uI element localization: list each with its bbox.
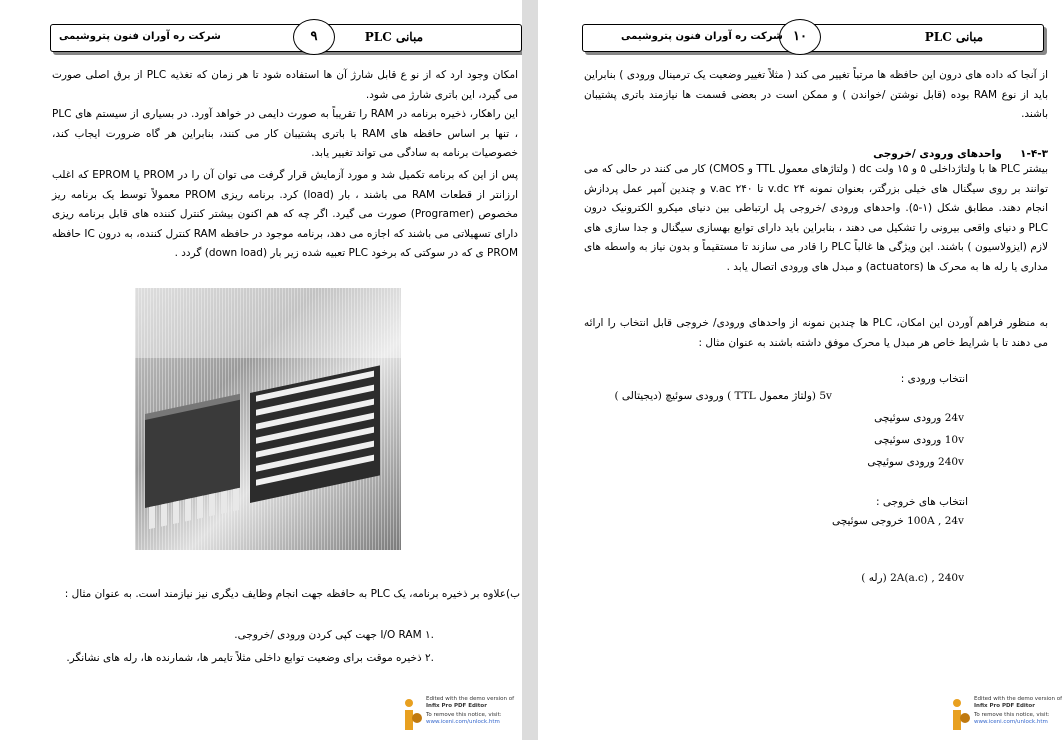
input-option: 10v ورودی سوئیچی bbox=[874, 434, 964, 446]
input-option: 24v ورودی سوئیچی bbox=[874, 412, 964, 424]
watermark-text bbox=[426, 696, 514, 726]
body-paragraph: بیشتر PLC ها با ولتاژداخلی ۵ و ۱۵ ولت dc ( ولتاژهای معمول TTL و CMOS) کار می کنند در حالی که می توانند بر روی سیگنال های خیلی بزرگتر، بعنوان نمونه v.dc ۲۴ تا v.ac ۲۴۰ و چندین آمپر عمل پردازش انجام دهند. مطابق شکل (۱-۵). واحدهای ورودی /خروجی پل ارتباطی بین دنیای میکرو الکترونیک درون PLC و دنیای واقعی بیرونی را تشکیل می دهند ، بنابراین باید دارای توابع بهسازی سیگنال و جدا سازی های لازم (ایزولاسیون ) باشند. این ویژگی ها غالباً PLC را قادر می سازند تا مستقیماً و بدون نیاز به واسطه های مداری یا رله ها به محرک ها (actuators) و مبدل های ورودی اتصال یابد . bbox=[584, 163, 1048, 273]
editor-watermark bbox=[400, 696, 520, 736]
page-10 bbox=[538, 0, 1062, 740]
output-option: 2A(a.c) , 240v (رله ) bbox=[861, 572, 964, 584]
inputs-label: انتخاب ورودی : bbox=[900, 373, 968, 385]
watermark-line: Edited with the demo version of bbox=[426, 696, 515, 702]
paragraph: پس از این که برنامه تکمیل شد و مورد آزمایش قرار گرفت می توان آن را در PROM یا EPROM که اغلب ارزانتر از قطعات RAM می باشند ، بار (load) کرد. برنامه ریزی PROM معمولاً توسط یک برنامه ریز مخصوص (Programer) صورت می گیرد. اگر چه که هم اکنون بیشتر کنترل کننده های قابل برنامه ریزی دارای تسهیلاتی می باشند که اجازه می دهد، برنامه موجود در حافظه RAM کنترل کننده، به درون IC حافظه PROM ی که در سوکتی که برخود PLC تعبیه شده زیر بار (down load) گردد . bbox=[52, 169, 519, 260]
output-option: 100A , 24v خروجی سوئیچی bbox=[831, 515, 964, 527]
watermark-line: Infix Pro PDF Editor bbox=[426, 703, 487, 709]
list-item bbox=[234, 629, 434, 641]
paragraph: امکان وجود ارد که از نو ع قابل شارژ آن ها استفاده شود تا هر زمان که تغذیه PLC از برق اصلی صورت می گیرد، این باتری شارژ می شود. bbox=[52, 69, 519, 101]
page-9 bbox=[0, 0, 522, 740]
watermark-line: To remove this notice, visit: bbox=[426, 712, 502, 718]
header-title: مبانی PLC bbox=[364, 30, 423, 44]
header-company: شرکت ره آوران فنون پتروشیمی bbox=[621, 31, 783, 42]
list-text: I/O RAM جهت کپی کردن ورودی /خروجی. bbox=[234, 629, 422, 641]
plc-chip-photo bbox=[135, 288, 401, 550]
header-title: مبانی PLC bbox=[924, 30, 983, 44]
section-title: واحدهای ورودی /خروجی bbox=[873, 148, 1002, 160]
infix-logo-icon bbox=[948, 698, 970, 732]
input-option: 5v (ولتاژ معمول TTL ) ورودی سوئیچ (دیجیتالی ) bbox=[614, 390, 832, 402]
list-number: .۱ bbox=[425, 629, 434, 641]
watermark-line: Edited with the demo version of bbox=[974, 696, 1062, 702]
page-header bbox=[582, 24, 1044, 52]
header-company: شرکت ره آوران فنون پتروشیمی bbox=[59, 31, 221, 42]
section-heading bbox=[873, 148, 1048, 160]
watermark-link[interactable]: www.iceni.com/unlock.htm bbox=[426, 719, 500, 725]
watermark-line: To remove this notice, visit: bbox=[974, 712, 1050, 718]
page-header bbox=[50, 24, 522, 52]
intro-paragraph: از آنجا که داده های درون این حافظه ها مرتباً تغییر می کند ( مثلاً تغییر وضعیت یک ترمینال ورودی ) بنابراین باید از نوع RAM بوده (قابل نوشتن /خواندن ) و ممکن است در بعضی قسمت ها نیازمند باتری پشتیبان باشند. bbox=[584, 69, 1049, 121]
body-paragraph: به منظور فراهم آوردن این امکان، PLC ها چندین نمونه از واحدهای ورودی/ خروجی قابل انتخاب را ارائه می دهند تا با شرایط خاص هر مبدل یا محرک موفق داشته باشند به عنوان مثال : bbox=[584, 317, 1048, 349]
paragraph: این راهکار، ذخیره برنامه در RAM را تقریباً به صورت دایمی در خواهد آورد. در بسیاری از سیستم های PLC ، تنها بر اساس حافظه های RAM با باتری پشتیبان کار می کنند، بنابراین هر گاه ضرورت ایجاب کند، خصوصیات برنامه به سادگی می تواند تغییر یابد. bbox=[52, 108, 518, 160]
list-number: .۲ bbox=[425, 652, 434, 664]
watermark-link[interactable]: www.iceni.com/unlock.htm bbox=[974, 719, 1048, 725]
infix-logo-icon bbox=[400, 698, 422, 732]
section-b-text: ب)علاوه بر ذخیره برنامه، یک PLC به حافظه جهت انجام وظایف دیگری نیز نیازمند است. به عنوان مثال : bbox=[64, 588, 520, 600]
list-text: ذخیره موقت برای وضعیت توابع داخلی مثلاً تایمر ها، شمارنده ها، رله های نشانگر. bbox=[66, 652, 422, 664]
editor-watermark bbox=[948, 696, 1062, 736]
section-number: ۱-۴-۳ bbox=[1020, 148, 1048, 160]
page-number: ۹ bbox=[293, 19, 335, 55]
ic-chips-illustration bbox=[135, 288, 401, 550]
input-option: 240v ورودی سوئیچی bbox=[867, 456, 964, 468]
watermark-line: Infix Pro PDF Editor bbox=[974, 703, 1035, 709]
watermark-text bbox=[974, 696, 1062, 726]
page-number: ۱۰ bbox=[779, 19, 821, 55]
outputs-label: انتخاب های خروجی : bbox=[876, 496, 968, 508]
list-item bbox=[66, 652, 434, 664]
